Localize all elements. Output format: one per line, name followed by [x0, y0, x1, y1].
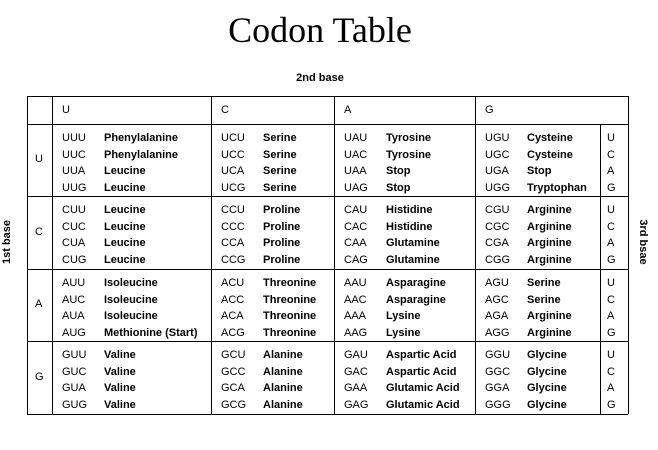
amino-acid: Valine	[104, 349, 136, 361]
codon: CCC	[221, 221, 245, 233]
codon: AGC	[485, 294, 509, 306]
codon: UCC	[221, 149, 245, 161]
amino-acid: Serine	[527, 277, 561, 289]
amino-acid: Serine	[527, 294, 561, 306]
codon: CAA	[344, 237, 367, 249]
codon: AUU	[62, 277, 86, 289]
amino-acid: Leucine	[104, 165, 146, 177]
amino-acid: Arginine	[527, 310, 572, 322]
codon: CGA	[485, 237, 509, 249]
codon: AAG	[344, 327, 368, 339]
codon: GUU	[62, 349, 87, 361]
amino-acid: Alanine	[263, 382, 303, 394]
amino-acid: Proline	[263, 221, 301, 233]
codon: UAG	[344, 182, 368, 194]
codon: UCA	[221, 165, 245, 177]
codon: UCU	[221, 132, 245, 144]
third-base-cell: A	[607, 382, 615, 394]
first-base-cell: G	[35, 370, 44, 383]
third-base-cell: A	[607, 165, 615, 177]
codon: GGU	[485, 349, 511, 361]
third-base-cell: U	[607, 204, 615, 216]
amino-acid: Proline	[263, 254, 301, 266]
amino-acid: Serine	[263, 182, 297, 194]
amino-acid: Methionine (Start)	[104, 327, 198, 339]
first-base-cell: U	[35, 153, 43, 165]
codon: GAA	[344, 382, 368, 394]
codon-table	[27, 96, 628, 414]
codon: ACG	[221, 327, 245, 339]
codon: UUU	[62, 132, 86, 144]
codon: AUA	[62, 310, 85, 322]
amino-acid: Isoleucine	[104, 310, 158, 322]
amino-acid: Alanine	[263, 399, 303, 411]
amino-acid: Asparagine	[386, 294, 446, 306]
grid-line-horizontal	[27, 96, 628, 97]
amino-acid: Valine	[104, 366, 136, 378]
codon: UUC	[62, 149, 86, 161]
codon: CCG	[221, 254, 246, 266]
third-base-cell: G	[607, 182, 616, 194]
codon: CAG	[344, 254, 368, 266]
amino-acid: Phenylalanine	[104, 149, 178, 161]
codon: GAG	[344, 399, 369, 411]
third-base-cell: C	[607, 366, 615, 378]
amino-acid: Glutamic Acid	[386, 399, 460, 411]
codon: UCG	[221, 182, 246, 194]
grid-line-vertical	[211, 96, 212, 414]
codon: CCA	[221, 237, 245, 249]
codon: CGC	[485, 221, 510, 233]
amino-acid: Threonine	[263, 327, 317, 339]
codon: UUG	[62, 182, 87, 194]
amino-acid: Aspartic Acid	[386, 349, 457, 361]
third-base-cell: C	[607, 221, 615, 233]
codon: UUA	[62, 165, 86, 177]
third-base-cell: G	[607, 254, 616, 266]
amino-acid: Serine	[263, 165, 297, 177]
amino-acid: Glycine	[527, 382, 567, 394]
amino-acid: Lysine	[386, 310, 421, 322]
column-header: A	[344, 104, 352, 116]
codon: AUC	[62, 294, 86, 306]
codon: UGG	[485, 182, 511, 194]
amino-acid: Tyrosine	[386, 149, 432, 161]
codon: GCU	[221, 349, 246, 361]
codon: GCC	[221, 366, 246, 378]
amino-acid: Arginine	[527, 237, 572, 249]
codon: GUG	[62, 399, 88, 411]
column-header: C	[221, 104, 229, 116]
codon: ACA	[221, 310, 244, 322]
third-base-cell: A	[607, 237, 615, 249]
amino-acid: Serine	[263, 132, 297, 144]
column-header: G	[485, 104, 494, 116]
amino-acid: Glycine	[527, 366, 567, 378]
codon: ACU	[221, 277, 245, 289]
first-base-cell: C	[35, 225, 43, 238]
codon: AUG	[62, 327, 86, 339]
amino-acid: Phenylalanine	[104, 132, 178, 144]
codon: UAA	[344, 165, 367, 177]
first-base-label: 1st base	[1, 219, 13, 265]
third-base-cell: U	[607, 349, 615, 361]
grid-line-horizontal	[27, 196, 628, 197]
amino-acid: Histidine	[386, 221, 433, 233]
codon: CUG	[62, 254, 87, 266]
codon: UGU	[485, 132, 510, 144]
grid-line-vertical	[475, 96, 476, 414]
codon: CAU	[344, 204, 368, 216]
amino-acid: Stop	[386, 182, 411, 194]
amino-acid: Alanine	[263, 366, 303, 378]
third-base-cell: C	[607, 294, 615, 306]
codon: AGG	[485, 327, 510, 339]
grid-line-vertical	[334, 96, 335, 414]
third-base-cell: U	[607, 132, 615, 144]
grid-line-vertical	[628, 96, 629, 414]
codon: AGU	[485, 277, 509, 289]
amino-acid: Stop	[527, 165, 552, 177]
amino-acid: Threonine	[263, 294, 317, 306]
amino-acid: Tryptophan	[527, 182, 587, 194]
third-base-cell: G	[607, 327, 616, 339]
amino-acid: Cysteine	[527, 132, 573, 144]
amino-acid: Arginine	[527, 254, 572, 266]
codon: AGA	[485, 310, 509, 322]
codon: GCG	[221, 399, 247, 411]
amino-acid: Leucine	[104, 204, 146, 216]
amino-acid: Proline	[263, 204, 301, 216]
codon: AAU	[344, 277, 367, 289]
codon: GCA	[221, 382, 245, 394]
third-base-cell: C	[607, 149, 615, 161]
amino-acid: Leucine	[104, 182, 146, 194]
amino-acid: Arginine	[527, 221, 572, 233]
codon: AAC	[344, 294, 367, 306]
amino-acid: Glutamine	[386, 237, 440, 249]
codon: GAC	[344, 366, 368, 378]
codon: GGG	[485, 399, 511, 411]
second-base-label: 2nd base	[296, 72, 344, 84]
codon: GGC	[485, 366, 511, 378]
amino-acid: Glutamic Acid	[386, 382, 460, 394]
amino-acid: Isoleucine	[104, 294, 158, 306]
codon: CUA	[62, 237, 86, 249]
first-base-cell: A	[35, 298, 43, 310]
codon: GGA	[485, 382, 510, 394]
third-base-label: 3rd bsae	[637, 219, 649, 265]
grid-line-horizontal	[27, 124, 628, 125]
codon: UGA	[485, 165, 509, 177]
amino-acid: Arginine	[527, 204, 572, 216]
page-title: Codon Table	[228, 10, 412, 50]
codon: CCU	[221, 204, 245, 216]
codon: GUC	[62, 366, 87, 378]
amino-acid: Threonine	[263, 277, 317, 289]
third-base-cell: G	[607, 399, 616, 411]
amino-acid: Isoleucine	[104, 277, 158, 289]
third-base-cell: U	[607, 277, 615, 289]
amino-acid: Proline	[263, 237, 301, 249]
amino-acid: Serine	[263, 149, 297, 161]
amino-acid: Stop	[386, 165, 411, 177]
third-base-cell: A	[607, 310, 615, 322]
codon: AAA	[344, 310, 367, 322]
amino-acid: Tyrosine	[386, 132, 432, 144]
amino-acid: Threonine	[263, 310, 317, 322]
amino-acid: Asparagine	[386, 277, 446, 289]
grid-line-vertical	[27, 96, 28, 414]
amino-acid: Glycine	[527, 399, 567, 411]
amino-acid: Leucine	[104, 221, 146, 233]
amino-acid: Aspartic Acid	[386, 366, 457, 378]
codon: CGU	[485, 204, 510, 216]
codon: UAC	[344, 149, 368, 161]
codon: GUA	[62, 382, 86, 394]
grid-line-vertical	[52, 96, 53, 414]
amino-acid: Histidine	[386, 204, 433, 216]
codon: GAU	[344, 349, 368, 361]
amino-acid: Lysine	[386, 327, 421, 339]
codon: CGG	[485, 254, 511, 266]
amino-acid: Cysteine	[527, 149, 573, 161]
amino-acid: Valine	[104, 382, 136, 394]
amino-acid: Arginine	[527, 327, 572, 339]
grid-line-horizontal	[27, 414, 628, 415]
amino-acid: Glutamine	[386, 254, 440, 266]
column-header: U	[62, 104, 70, 116]
amino-acid: Leucine	[104, 254, 146, 266]
amino-acid: Alanine	[263, 349, 303, 361]
grid-line-vertical	[600, 124, 601, 414]
codon: UAU	[344, 132, 368, 144]
codon: CUC	[62, 221, 86, 233]
grid-line-horizontal	[27, 269, 628, 270]
codon: ACC	[221, 294, 245, 306]
amino-acid: Leucine	[104, 237, 146, 249]
codon: CAC	[344, 221, 368, 233]
grid-line-horizontal	[27, 341, 628, 342]
amino-acid: Glycine	[527, 349, 567, 361]
codon: UGC	[485, 149, 510, 161]
amino-acid: Valine	[104, 399, 136, 411]
codon: CUU	[62, 204, 86, 216]
